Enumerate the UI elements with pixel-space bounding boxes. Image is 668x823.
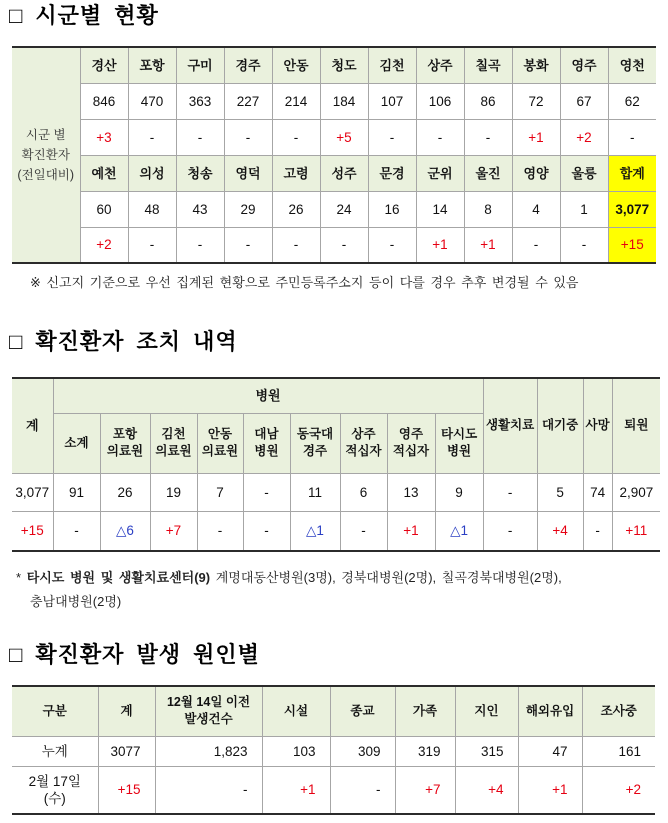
region-name-cell: 구미 [176,47,224,83]
hospital-header-line: 적십자 [392,444,430,458]
hospital-header-line: 상주 [351,427,376,441]
case-count-cell: 227 [224,83,272,119]
hospital-header-line: 의료원 [201,444,239,458]
daily-change-cell: +3 [80,119,128,155]
hospital-header [150,413,197,473]
note-asterisk: * [16,570,22,585]
treatment-value-cell: 2,907 [612,473,660,511]
cause-value-cell: 47 [518,736,582,766]
hospital-header-line: 대남 [254,427,279,441]
treatment-value-cell: 9 [435,473,483,511]
hospital-header-line: 영주 [398,427,424,441]
region-name-cell: 문경 [368,155,416,191]
treatment-data-row [12,473,660,511]
cause-header-line: 시설 [283,703,309,718]
cause-header-line: 계 [120,703,133,718]
life-treatment-center-header: 생활치료 [483,378,537,473]
cause-header [262,686,330,736]
treatment-value-cell: 5 [537,473,583,511]
cause-value-cell: +2 [582,766,655,814]
cause-header [155,686,262,736]
case-count-cell: 1 [560,191,608,227]
cause-value-cell: 3077 [98,736,155,766]
case-count-cell: 26 [272,191,320,227]
regional-row [12,119,656,155]
treatment-value-cell: 91 [53,473,100,511]
treatment-value-cell: 26 [100,473,150,511]
cause-value-cell: - [155,766,262,814]
daily-change-cell: - [512,227,560,263]
region-name-total-cell: 합계 [608,155,656,191]
case-count-cell: 16 [368,191,416,227]
cause-header [330,686,395,736]
region-name-cell: 성주 [320,155,368,191]
cause-header-row [12,686,655,736]
confirmed-by-region-label-line: (전일대비) [17,168,75,182]
cause-row-label-line: (수) [43,790,66,806]
region-name-cell: 군위 [416,155,464,191]
regional-row [12,227,656,263]
cause-header-line: 해외유입 [525,703,575,718]
hospital-header-line: 포항 [112,427,138,441]
treatment-status-table [12,377,660,552]
cause-value-cell: 315 [455,736,518,766]
cause-value-cell: 309 [330,736,395,766]
treatment-value-cell: 3,077 [12,473,53,511]
hospital-header-line: 경주 [302,444,328,458]
regional-status-table [12,46,656,264]
infection-cause-table [12,685,655,815]
daily-change-cell: - [320,227,368,263]
cause-value-cell: +1 [262,766,330,814]
region-name-cell: 청송 [176,155,224,191]
case-count-cell: 4 [512,191,560,227]
hospital-header [435,413,483,473]
region-name-cell: 봉화 [512,47,560,83]
cause-value-cell: 319 [395,736,455,766]
daily-change-cell: - [224,227,272,263]
note-heading: 타시도 병원 및 생활치료센터(9) [26,570,211,585]
daily-change-cell: - [176,119,224,155]
treatment-value-cell: △1 [290,511,340,551]
other-hospitals-note-line [16,590,562,614]
treatment-value-cell: +4 [537,511,583,551]
daily-change-cell: - [464,119,512,155]
daily-change-cell: - [176,227,224,263]
hospital-header-line: 적십자 [345,444,382,458]
region-name-cell: 고령 [272,155,320,191]
case-count-cell: 43 [176,191,224,227]
cause-header-line: 조사중 [600,703,637,718]
case-count-total-cell: 3,077 [608,191,656,227]
cause-header [518,686,582,736]
confirmed-by-region-label-line: 확진환자 [21,148,70,162]
cause-row-label [12,766,98,814]
daily-change-cell: - [128,119,176,155]
region-name-cell: 영덕 [224,155,272,191]
confirmed-by-region-label [12,47,80,263]
discharged-header: 퇴원 [612,378,660,473]
region-name-cell: 경주 [224,47,272,83]
daily-change-cell: - [272,119,320,155]
treatment-value-cell: 74 [583,473,612,511]
region-name-cell: 영천 [608,47,656,83]
treatment-value-cell: - [53,511,100,551]
case-count-cell: 106 [416,83,464,119]
daily-change-cell: +2 [80,227,128,263]
hospital-header [340,413,387,473]
treatment-value-cell: - [340,511,387,551]
region-name-cell: 칠곡 [464,47,512,83]
treatment-value-cell: 7 [197,473,243,511]
daily-change-cell: - [368,119,416,155]
hospital-header [53,413,100,473]
treatment-status-table-body [12,378,660,551]
case-count-cell: 184 [320,83,368,119]
regional-row [12,47,656,83]
total-header: 계 [12,378,53,473]
regional-status-title: □ 시군별 현황 [9,3,159,28]
case-count-cell: 363 [176,83,224,119]
cause-header [12,686,98,736]
other-hospitals-note [16,566,562,614]
case-count-cell: 24 [320,191,368,227]
daily-change-cell: - [272,227,320,263]
daily-change-cell: +1 [416,227,464,263]
daily-change-cell: +1 [464,227,512,263]
cause-value-cell: +1 [518,766,582,814]
regional-status-note: ※ 신고지 기준으로 우선 집계된 현황으로 주민등록주소지 등이 다를 경우 추후 변경될 수 있음 [30,275,579,290]
hospital-header [290,413,340,473]
cause-header [582,686,655,736]
daily-change-cell: - [416,119,464,155]
case-count-cell: 846 [80,83,128,119]
note-hospital-list-continued: 충남대병원(2명) [30,594,122,609]
cause-header-line: 종교 [350,703,375,718]
region-name-cell: 청도 [320,47,368,83]
treatment-value-cell: +1 [387,511,435,551]
case-count-cell: 107 [368,83,416,119]
case-count-cell: 60 [80,191,128,227]
hospital-header-line: 타시도 [440,427,478,441]
daily-change-cell: - [224,119,272,155]
cause-header [395,686,455,736]
case-count-cell: 8 [464,191,512,227]
region-name-cell: 안동 [272,47,320,83]
case-count-cell: 48 [128,191,176,227]
region-name-cell: 의성 [128,155,176,191]
hospital-header-line: 김천 [161,427,186,441]
cause-value-cell: 103 [262,736,330,766]
hospital-header-line: 의료원 [106,444,144,458]
hospital-header [243,413,290,473]
cause-header [98,686,155,736]
treatment-value-cell: 11 [290,473,340,511]
infection-cause-title: □ 확진환자 발생 원인별 [9,642,260,667]
hospital-header-line: 의료원 [155,444,192,458]
treatment-value-cell: +7 [150,511,197,551]
daily-change-total-cell: +15 [608,227,656,263]
hospital-header-line: 안동 [207,427,233,441]
cause-data-row [12,736,655,766]
region-name-cell: 울릉 [560,155,608,191]
cause-value-cell: 161 [582,736,655,766]
hospital-header [387,413,435,473]
cause-row-label-line: 2월 17일 [28,773,81,789]
regional-row [12,83,656,119]
region-name-cell: 경산 [80,47,128,83]
case-count-cell: 14 [416,191,464,227]
treatment-value-cell: +15 [12,511,53,551]
treatment-value-cell: - [483,473,537,511]
region-name-cell: 울진 [464,155,512,191]
cause-header-line: 지인 [474,703,499,718]
treatment-value-cell: - [483,511,537,551]
cause-header-line: 가족 [412,703,438,718]
hospital-header-line: 소계 [64,435,89,450]
cause-value-cell: 1,823 [155,736,262,766]
daily-change-cell: - [608,119,656,155]
daily-change-cell: - [560,227,608,263]
hospital-header [100,413,150,473]
case-count-cell: 86 [464,83,512,119]
regional-status-table-body [12,47,656,263]
treatment-value-cell: +11 [612,511,660,551]
hospital-header-line: 병원 [446,444,472,458]
deaths-header: 사망 [583,378,612,473]
daily-change-cell: - [368,227,416,263]
region-name-cell: 상주 [416,47,464,83]
daily-change-cell: - [128,227,176,263]
region-name-cell: 영주 [560,47,608,83]
hospital-header [197,413,243,473]
treatment-value-cell: - [243,511,290,551]
treatment-value-cell: △6 [100,511,150,551]
treatment-value-cell: 6 [340,473,387,511]
cause-value-cell: +15 [98,766,155,814]
case-count-cell: 72 [512,83,560,119]
treatment-value-cell: - [197,511,243,551]
region-name-cell: 포항 [128,47,176,83]
cause-value-cell: - [330,766,395,814]
treatment-header-row [12,378,660,413]
treatment-value-cell: △1 [435,511,483,551]
cause-row-label-line: 누계 [41,743,68,759]
regional-row [12,155,656,191]
hospital-header-line: 동국대 [296,427,334,441]
daily-change-cell: +2 [560,119,608,155]
cause-header-line: 구분 [42,703,67,718]
infection-cause-table-body [12,686,655,814]
case-count-cell: 470 [128,83,176,119]
treatment-status-title: □ 확진환자 조치 내역 [9,329,238,354]
note-hospital-list: 계명대동산병원(3명), 경북대병원(2명), 칠곡경북대병원(2명), [215,570,562,585]
treatment-value-cell: - [243,473,290,511]
cause-header-line: 발생건수 [184,712,233,727]
cause-row-label [12,736,98,766]
cause-header [455,686,518,736]
case-count-cell: 29 [224,191,272,227]
cause-value-cell: +4 [455,766,518,814]
region-name-cell: 영양 [512,155,560,191]
cause-value-cell: +7 [395,766,455,814]
cause-data-row [12,766,655,814]
treatment-data-row [12,511,660,551]
confirmed-by-region-label-line: 시군 별 [25,128,66,142]
treatment-value-cell: 13 [387,473,435,511]
cause-header-line: 12월 14일 이전 [166,695,251,710]
region-name-cell: 김천 [368,47,416,83]
daily-change-cell: +1 [512,119,560,155]
hospital-group-header: 병원 [53,378,483,413]
treatment-value-cell: - [583,511,612,551]
case-count-cell: 62 [608,83,656,119]
regional-row [12,191,656,227]
other-hospitals-note-line [16,566,562,590]
daily-change-cell: +5 [320,119,368,155]
hospital-header-line: 병원 [254,444,279,458]
case-count-cell: 214 [272,83,320,119]
waiting-header: 대기중 [537,378,583,473]
region-name-cell: 예천 [80,155,128,191]
treatment-value-cell: 19 [150,473,197,511]
case-count-cell: 67 [560,83,608,119]
